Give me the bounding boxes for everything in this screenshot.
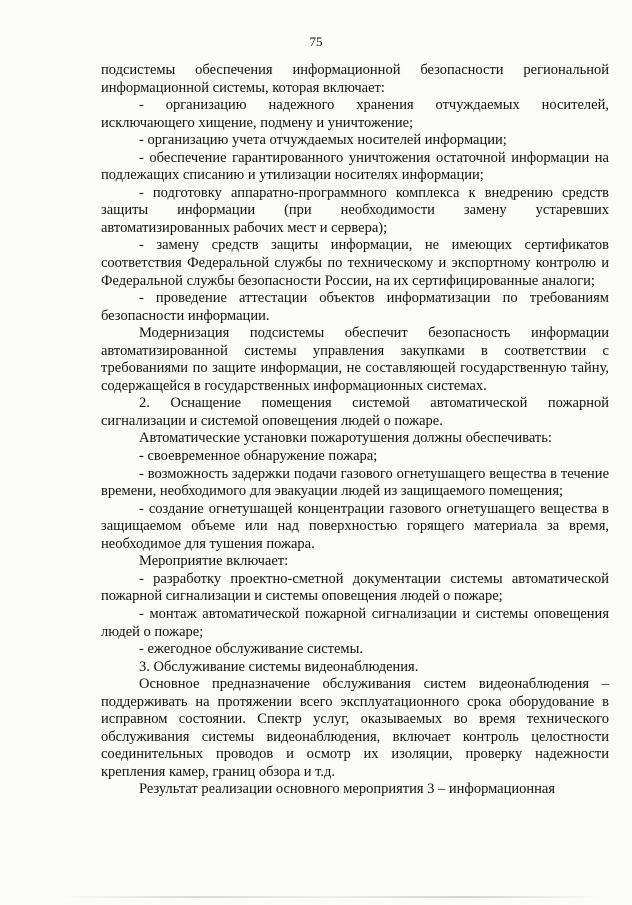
paragraph: Мероприятие включает: [139,553,289,570]
list-item: - монтаж автоматической пожарной сигнализации и системы оповещения людей о пожаре; [101,605,609,640]
list-item: - возможность задержки подачи газового огнетушащего вещества в течение времени, необходимого для эвакуации людей из защищаемого помещения; [101,465,609,500]
document-body [101,62,609,799]
list-item: - замену средств защиты информации, не имеющих сертификатов соответствия Федеральной службы по техническому и экспортному контролю и Федеральной службы безопасности России, на их сертифицированные аналоги; [101,237,609,289]
section-heading: 2. Оснащение помещения системой автоматической пожарной сигнализации и системой оповещения людей о пожаре. [101,395,609,429]
list-item: - организацию надежного хранения отчуждаемых носителей, исключающего хищение, подмену и уничтожение; [101,97,609,131]
list-item: - разработку проектно-сметной документации системы автоматической пожарной сигнализации и системы оповещения людей о пожаре; [101,570,609,605]
list-item: - ежегодное обслуживание системы. [139,641,363,658]
list-item: - обеспечение гарантированного уничтожения остаточной информации на подлежащих списанию и утилизации носителях информации; [101,149,609,184]
paragraph: Модернизация подсистемы обеспечит безопасность информации автоматизированной системы управления закупками в соответствии с требованиями по защите информации, не составляющей государственную тайну, содержащейся в государственных информационных системах. [101,325,609,394]
paragraph: Результат реализации основного мероприятия 3 – информационная [139,781,556,798]
paragraph: Основное предназначение обслуживания систем видеонаблюдения – поддерживать на протяжении всего эксплуатационного срока оборудование в исправном состоянии. Спектр услуг, оказываемых во время технического обслуживания системы видеонаблюдения, включает контроль целостности соединительных проводов и осмотр их изоляции, проверку надежности крепления камер, границ обзора и т.д. [101,676,609,780]
section-heading: 3. Обслуживание системы видеонаблюдения. [139,658,419,675]
list-item: - подготовку аппаратно-программного комплекса к внедрению средств защиты информации (при необходимости замену устаревших автоматизированных рабочих мест и сервера); [101,184,609,236]
list-item: - своевременное обнаружение пожара; [139,448,378,465]
paragraph: подсистемы обеспечения информационной безопасности региональной информационной системы, которая включает: [101,62,609,96]
page-number: 75 [309,34,323,49]
scan-edge-artifact [60,896,600,898]
list-item: - проведение аттестации объектов информатизации по требованиям безопасности информации. [101,290,609,324]
list-item: - создание огнетушащей концентрации газового огнетушащего вещества в защищаемом объеме или над поверхностью горящего материала за время, необходимое для тушения пожара. [101,500,609,552]
list-item: - организацию учета отчуждаемых носителей информации; [139,132,507,149]
paragraph: Автоматические установки пожаротушения должны обеспечивать: [139,430,552,447]
